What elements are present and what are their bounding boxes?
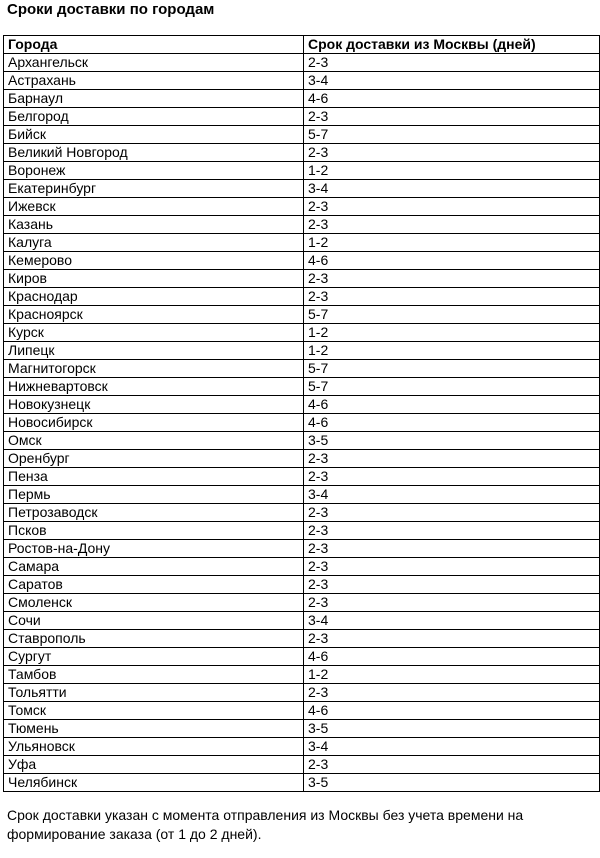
city-cell: Казань bbox=[4, 216, 304, 234]
city-cell: Новосибирск bbox=[4, 414, 304, 432]
delivery-days-cell: 3-5 bbox=[304, 774, 600, 792]
city-cell: Псков bbox=[4, 522, 304, 540]
table-row bbox=[4, 126, 600, 144]
city-cell: Великий Новгород bbox=[4, 144, 304, 162]
delivery-days-cell: 2-3 bbox=[304, 630, 600, 648]
city-cell: Тюмень bbox=[4, 720, 304, 738]
table-row bbox=[4, 558, 600, 576]
delivery-days-cell: 2-3 bbox=[304, 540, 600, 558]
city-cell: Челябинск bbox=[4, 774, 304, 792]
table-row bbox=[4, 252, 600, 270]
delivery-days-cell: 4-6 bbox=[304, 702, 600, 720]
table-row bbox=[4, 486, 600, 504]
delivery-days-cell: 2-3 bbox=[304, 522, 600, 540]
city-cell: Архангельск bbox=[4, 54, 304, 72]
delivery-days-cell: 2-3 bbox=[304, 756, 600, 774]
table-row bbox=[4, 630, 600, 648]
delivery-days-cell: 4-6 bbox=[304, 252, 600, 270]
delivery-days-cell: 2-3 bbox=[304, 576, 600, 594]
table-row bbox=[4, 702, 600, 720]
city-cell: Петрозаводск bbox=[4, 504, 304, 522]
delivery-days-cell: 2-3 bbox=[304, 504, 600, 522]
table-row bbox=[4, 108, 600, 126]
delivery-days-cell: 4-6 bbox=[304, 396, 600, 414]
delivery-days-cell: 1-2 bbox=[304, 162, 600, 180]
delivery-days-cell: 4-6 bbox=[304, 414, 600, 432]
city-cell: Ставрополь bbox=[4, 630, 304, 648]
table-row bbox=[4, 522, 600, 540]
table-row bbox=[4, 90, 600, 108]
delivery-days-cell: 2-3 bbox=[304, 288, 600, 306]
city-cell: Пермь bbox=[4, 486, 304, 504]
delivery-days-cell: 2-3 bbox=[304, 468, 600, 486]
delivery-days-cell: 5-7 bbox=[304, 306, 600, 324]
city-cell: Тамбов bbox=[4, 666, 304, 684]
delivery-days-cell: 5-7 bbox=[304, 378, 600, 396]
table-row bbox=[4, 594, 600, 612]
delivery-days-cell: 3-4 bbox=[304, 738, 600, 756]
city-cell: Сочи bbox=[4, 612, 304, 630]
delivery-days-cell: 5-7 bbox=[304, 360, 600, 378]
city-cell: Магнитогорск bbox=[4, 360, 304, 378]
city-cell: Кемерово bbox=[4, 252, 304, 270]
city-cell: Омск bbox=[4, 432, 304, 450]
page-title: Сроки доставки по городам bbox=[7, 1, 215, 18]
table-row bbox=[4, 648, 600, 666]
table-row bbox=[4, 270, 600, 288]
table-row bbox=[4, 324, 600, 342]
delivery-days-cell: 1-2 bbox=[304, 234, 600, 252]
city-cell: Сургут bbox=[4, 648, 304, 666]
table-row bbox=[4, 738, 600, 756]
column-header-days: Срок доставки из Москвы (дней) bbox=[304, 36, 600, 54]
city-cell: Уфа bbox=[4, 756, 304, 774]
city-cell: Красноярск bbox=[4, 306, 304, 324]
table-row bbox=[4, 72, 600, 90]
table-row bbox=[4, 198, 600, 216]
table-row bbox=[4, 216, 600, 234]
city-cell: Пенза bbox=[4, 468, 304, 486]
city-cell: Ижевск bbox=[4, 198, 304, 216]
delivery-days-cell: 1-2 bbox=[304, 666, 600, 684]
table-row bbox=[4, 180, 600, 198]
city-cell: Ульяновск bbox=[4, 738, 304, 756]
city-cell: Курск bbox=[4, 324, 304, 342]
city-cell: Воронеж bbox=[4, 162, 304, 180]
city-cell: Липецк bbox=[4, 342, 304, 360]
city-cell: Барнаул bbox=[4, 90, 304, 108]
delivery-days-cell: 3-5 bbox=[304, 432, 600, 450]
city-cell: Бийск bbox=[4, 126, 304, 144]
delivery-days-cell: 2-3 bbox=[304, 198, 600, 216]
delivery-days-cell: 3-4 bbox=[304, 180, 600, 198]
delivery-days-cell: 3-5 bbox=[304, 720, 600, 738]
table-row bbox=[4, 540, 600, 558]
city-cell: Смоленск bbox=[4, 594, 304, 612]
delivery-days-cell: 1-2 bbox=[304, 342, 600, 360]
city-cell: Саратов bbox=[4, 576, 304, 594]
table-row bbox=[4, 288, 600, 306]
city-cell: Оренбург bbox=[4, 450, 304, 468]
table-row bbox=[4, 432, 600, 450]
city-cell: Калуга bbox=[4, 234, 304, 252]
delivery-days-cell: 1-2 bbox=[304, 324, 600, 342]
table-row bbox=[4, 504, 600, 522]
delivery-days-cell: 2-3 bbox=[304, 216, 600, 234]
city-cell: Нижневартовск bbox=[4, 378, 304, 396]
delivery-days-cell: 3-4 bbox=[304, 486, 600, 504]
table-row bbox=[4, 774, 600, 792]
table-row bbox=[4, 144, 600, 162]
column-header-city: Города bbox=[4, 36, 304, 54]
delivery-days-cell: 3-4 bbox=[304, 72, 600, 90]
city-cell: Астрахань bbox=[4, 72, 304, 90]
table-row bbox=[4, 360, 600, 378]
table-row bbox=[4, 576, 600, 594]
table-row bbox=[4, 378, 600, 396]
table-row bbox=[4, 306, 600, 324]
city-cell: Белгород bbox=[4, 108, 304, 126]
city-cell: Киров bbox=[4, 270, 304, 288]
delivery-days-cell: 4-6 bbox=[304, 648, 600, 666]
city-cell: Екатеринбург bbox=[4, 180, 304, 198]
table-body bbox=[4, 54, 600, 792]
city-cell: Тольятти bbox=[4, 684, 304, 702]
city-cell: Ростов-на-Дону bbox=[4, 540, 304, 558]
table-row bbox=[4, 162, 600, 180]
delivery-days-cell: 2-3 bbox=[304, 450, 600, 468]
delivery-days-cell: 4-6 bbox=[304, 90, 600, 108]
table-row bbox=[4, 468, 600, 486]
delivery-days-cell: 2-3 bbox=[304, 108, 600, 126]
city-cell: Самара bbox=[4, 558, 304, 576]
delivery-days-cell: 2-3 bbox=[304, 594, 600, 612]
table-row bbox=[4, 396, 600, 414]
table-header-row bbox=[4, 36, 600, 54]
table-row bbox=[4, 234, 600, 252]
table-row bbox=[4, 342, 600, 360]
delivery-days-cell: 3-4 bbox=[304, 612, 600, 630]
delivery-days-cell: 2-3 bbox=[304, 684, 600, 702]
delivery-days-cell: 5-7 bbox=[304, 126, 600, 144]
table-row bbox=[4, 756, 600, 774]
delivery-days-cell: 2-3 bbox=[304, 144, 600, 162]
delivery-days-cell: 2-3 bbox=[304, 270, 600, 288]
delivery-days-cell: 2-3 bbox=[304, 54, 600, 72]
table-row bbox=[4, 54, 600, 72]
table-row bbox=[4, 450, 600, 468]
table-row bbox=[4, 612, 600, 630]
footnote: Срок доставки указан с момента отправления из Москвы без учета времени на формирование заказа (от 1 до 2 дней). bbox=[7, 807, 524, 842]
city-cell: Новокузнецк bbox=[4, 396, 304, 414]
table-row bbox=[4, 666, 600, 684]
city-cell: Краснодар bbox=[4, 288, 304, 306]
table-row bbox=[4, 684, 600, 702]
city-cell: Томск bbox=[4, 702, 304, 720]
table-row bbox=[4, 720, 600, 738]
table-row bbox=[4, 414, 600, 432]
delivery-days-cell: 2-3 bbox=[304, 558, 600, 576]
delivery-times-table bbox=[3, 35, 600, 792]
